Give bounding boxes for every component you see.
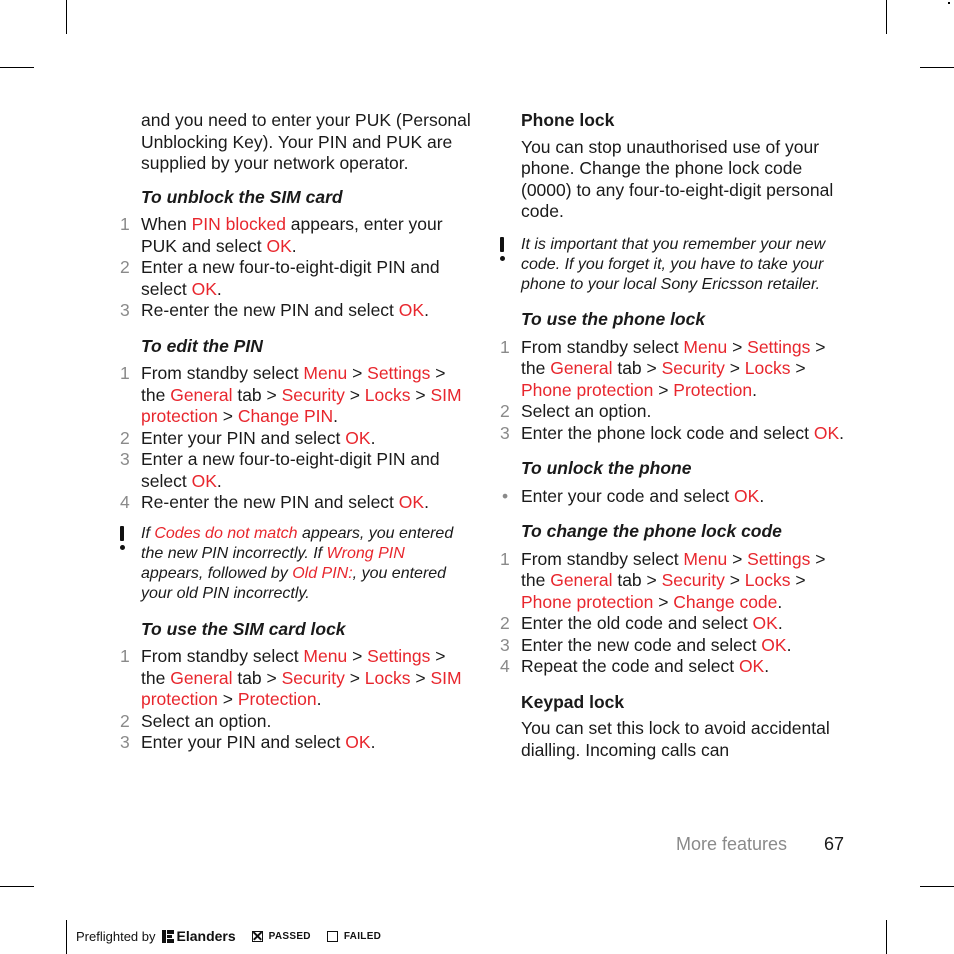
- crop-mark: [886, 920, 887, 954]
- change-code-heading: To change the phone lock code: [521, 521, 782, 542]
- menu-term: Menu: [683, 336, 728, 357]
- step: [500, 613, 851, 635]
- menu-term: Menu: [683, 548, 728, 569]
- menu-term: OK: [345, 427, 371, 448]
- step-number: 1: [500, 336, 510, 357]
- step-text: .: [316, 689, 322, 710]
- elanders-logo: [162, 928, 236, 944]
- crop-mark: [948, 2, 950, 4]
- menu-term: Change PIN: [237, 406, 334, 426]
- menu-term: SIM protection: [141, 384, 462, 426]
- use-phone-lock-steps: [500, 336, 851, 445]
- step: [500, 401, 851, 423]
- step-text: appears, enter your PUK and select: [141, 214, 443, 256]
- step-number: 4: [120, 492, 130, 512]
- step-number: 4: [500, 656, 510, 677]
- step-text: Select an option.: [521, 401, 652, 422]
- step-text: Enter your code and select: [521, 485, 735, 506]
- step-text: .: [370, 732, 376, 753]
- unblock-sim-heading: To unblock the SIM card: [141, 186, 343, 207]
- menu-term: Settings: [747, 336, 811, 357]
- intro-paragraph: and you need to enter your PUK (Personal Unblocking Key). Your PIN and PUK are supplied by your network operator.: [141, 110, 471, 173]
- step-text: .: [216, 470, 222, 491]
- step-text: >: [344, 384, 365, 405]
- left-column: [120, 110, 471, 768]
- step-text: tab >: [232, 667, 282, 688]
- checked-box-icon: [252, 931, 263, 942]
- menu-term: SIM protection: [141, 667, 462, 710]
- step-text: From standby select: [141, 646, 304, 667]
- menu-term: Security: [281, 667, 345, 688]
- step-number: 1: [120, 214, 130, 234]
- note-text: appears, you entered the new PIN incorrectly. If: [141, 524, 454, 562]
- step-text: From standby select: [141, 363, 304, 383]
- menu-term: Settings: [367, 363, 431, 383]
- preflight-label: Preflighted by: [76, 928, 156, 944]
- menu-term: General: [550, 358, 613, 379]
- step-text: > the: [521, 548, 826, 591]
- menu-term: Locks: [744, 570, 791, 591]
- step-text: tab >: [612, 358, 662, 379]
- step: [120, 646, 471, 711]
- step: [120, 214, 471, 257]
- menu-term: OK: [191, 470, 217, 491]
- step-text: >: [724, 358, 745, 379]
- step-text: Enter your PIN and select: [141, 427, 346, 448]
- preflight-stamp: [76, 928, 381, 944]
- step-text: Enter a new four-to-eight-digit PIN and select: [141, 257, 440, 299]
- step-number: 3: [120, 449, 130, 469]
- menu-term: Phone protection: [521, 379, 654, 400]
- menu-term: OK: [266, 235, 292, 256]
- unlock-phone-heading: To unlock the phone: [521, 458, 692, 479]
- step-text: .: [424, 492, 429, 512]
- page-number: 67: [824, 834, 845, 854]
- failed-label: FAILED: [343, 930, 382, 942]
- note-text: It is important that you remember your new code. If you forget it, you have to take your phone to your local Sony Ericsson retailer.: [521, 235, 826, 294]
- crop-mark: [920, 67, 954, 68]
- step-number: 2: [120, 710, 130, 731]
- menu-term: OK: [345, 732, 371, 753]
- menu-term: Locks: [744, 358, 791, 379]
- phone-lock-note: [521, 235, 851, 296]
- step-text: >: [347, 646, 368, 667]
- bullet-icon: •: [502, 485, 509, 506]
- elanders-brand: Elanders: [176, 928, 236, 944]
- step-text: .: [777, 591, 783, 612]
- step-number: 3: [500, 422, 510, 443]
- menu-term: General: [170, 384, 233, 405]
- unlock-phone-steps: [502, 485, 851, 508]
- step-text: >: [410, 384, 431, 405]
- step-text: >: [790, 358, 806, 379]
- menu-term: Locks: [364, 384, 411, 405]
- step-text: >: [217, 689, 238, 710]
- step-text: .: [839, 422, 845, 443]
- menu-term: Codes do not match: [154, 524, 298, 542]
- step: [120, 363, 471, 428]
- step-number: 2: [120, 427, 130, 448]
- step-text: Enter the new code and select: [521, 634, 762, 655]
- step-text: Enter the old code and select: [521, 613, 753, 634]
- note-text: , you entered your old PIN incorrectly.: [141, 565, 447, 603]
- menu-term: OK: [813, 422, 840, 443]
- menu-term: Protection: [673, 379, 753, 400]
- sim-lock-steps: [120, 646, 471, 754]
- sim-lock-heading: To use the SIM card lock: [141, 618, 346, 639]
- menu-term: PIN blocked: [191, 214, 286, 234]
- edit-pin-heading: To edit the PIN: [141, 335, 263, 356]
- step-text: tab >: [232, 384, 282, 405]
- step-text: Enter a new four-to-eight-digit PIN and select: [141, 449, 440, 491]
- exclamation-icon: [119, 526, 125, 552]
- step-text: .: [777, 613, 783, 634]
- step-text: .: [333, 406, 339, 426]
- step-text: >: [790, 570, 806, 591]
- crop-mark: [0, 886, 34, 887]
- step-text: >: [410, 667, 431, 688]
- step: [120, 449, 471, 492]
- step-text: >: [347, 363, 368, 383]
- passed-label: PASSED: [268, 930, 311, 942]
- section-footer: More features: [676, 834, 788, 854]
- menu-term: Security: [281, 384, 345, 405]
- step: [120, 492, 471, 514]
- elanders-mark-icon: [162, 930, 174, 943]
- menu-term: Security: [661, 570, 725, 591]
- step-text: .: [786, 634, 792, 655]
- step-text: >: [653, 379, 674, 400]
- step-text: From standby select: [521, 336, 684, 357]
- note-text: appears, followed by: [141, 565, 293, 583]
- step-text: Enter your PIN and select: [141, 732, 346, 753]
- change-code-steps: [500, 548, 851, 678]
- step-text: >: [217, 406, 238, 426]
- step: [120, 300, 471, 322]
- step-number: 2: [120, 257, 130, 277]
- step-text: >: [724, 570, 745, 591]
- right-column: [500, 110, 851, 761]
- step-text: >: [727, 548, 748, 569]
- menu-term: Protection: [237, 689, 317, 710]
- step-text: Re-enter the new PIN and select: [141, 492, 399, 512]
- step-number: 1: [120, 646, 130, 667]
- step: [120, 257, 471, 300]
- crop-mark: [886, 0, 887, 34]
- step-text: > the: [141, 646, 446, 688]
- step-text: .: [370, 427, 376, 448]
- step-text: Select an option.: [141, 710, 272, 731]
- menu-term: OK: [761, 634, 787, 655]
- exclamation-icon: [499, 237, 505, 263]
- step: [120, 710, 471, 733]
- step: [500, 336, 851, 402]
- step-text: .: [752, 379, 757, 400]
- menu-term: Settings: [747, 548, 811, 569]
- step-text: Enter the phone lock code and select: [521, 422, 814, 443]
- step-number: 1: [120, 363, 130, 383]
- menu-term: OK: [398, 300, 425, 320]
- step-number: 3: [120, 732, 130, 753]
- menu-term: Menu: [303, 646, 348, 667]
- menu-term: Change code: [673, 591, 778, 612]
- crop-mark: [0, 67, 34, 68]
- step-number: 2: [500, 613, 510, 634]
- step: [500, 634, 851, 657]
- step-text: When: [141, 214, 192, 234]
- menu-term: OK: [191, 278, 217, 299]
- menu-term: Locks: [364, 667, 411, 688]
- edit-pin-steps: [120, 363, 471, 514]
- step-text: >: [653, 591, 674, 612]
- step-text: tab >: [612, 570, 662, 591]
- crop-mark: [66, 920, 67, 954]
- step: [500, 548, 851, 614]
- crop-mark: [920, 886, 954, 887]
- menu-term: Wrong PIN: [326, 544, 405, 562]
- menu-term: Phone protection: [521, 591, 654, 612]
- menu-term: Settings: [367, 646, 431, 667]
- step: [500, 656, 851, 678]
- step-text: Re-enter the new PIN and select: [141, 300, 399, 320]
- step-text: .: [216, 278, 222, 299]
- step-number: 3: [120, 300, 130, 320]
- menu-term: General: [550, 570, 613, 591]
- menu-term: General: [170, 667, 233, 688]
- menu-term: Old PIN:: [292, 565, 353, 583]
- step-text: > the: [521, 336, 826, 379]
- step: [120, 427, 471, 450]
- phone-lock-body: You can stop unauthorised use of your phone. Change the phone lock code (0000) to any four-to-eight-digit personal code.: [521, 136, 834, 221]
- step-text: .: [764, 656, 770, 677]
- menu-term: OK: [738, 656, 765, 677]
- menu-term: Security: [661, 358, 725, 379]
- keypad-lock-title: Keypad lock: [521, 691, 625, 712]
- unblock-sim-steps: [120, 214, 471, 322]
- menu-term: Menu: [303, 363, 348, 383]
- note-text: If: [141, 524, 155, 542]
- step-text: > the: [141, 363, 446, 405]
- empty-box-icon: [327, 931, 338, 942]
- step-text: .: [291, 235, 297, 256]
- step-number: 3: [500, 634, 510, 655]
- use-phone-lock-heading: To use the phone lock: [521, 309, 706, 330]
- step-number: 2: [500, 401, 510, 422]
- step-text: .: [424, 300, 429, 320]
- step-number: 1: [500, 548, 510, 569]
- wrong-pin-note: [141, 524, 471, 605]
- menu-term: OK: [398, 492, 425, 512]
- step: [500, 422, 851, 445]
- step-text: >: [727, 336, 748, 357]
- keypad-lock-body: You can set this lock to avoid accidental dialling. Incoming calls can: [521, 718, 830, 760]
- step-text: .: [759, 485, 765, 506]
- step-text: >: [344, 667, 365, 688]
- step-text: Repeat the code and select: [521, 656, 739, 677]
- menu-term: OK: [734, 485, 760, 506]
- step: [120, 732, 471, 754]
- crop-mark: [66, 0, 67, 34]
- menu-term: OK: [752, 613, 778, 634]
- step-text: From standby select: [521, 548, 684, 569]
- step: [502, 485, 851, 508]
- phone-lock-title: Phone lock: [521, 110, 615, 130]
